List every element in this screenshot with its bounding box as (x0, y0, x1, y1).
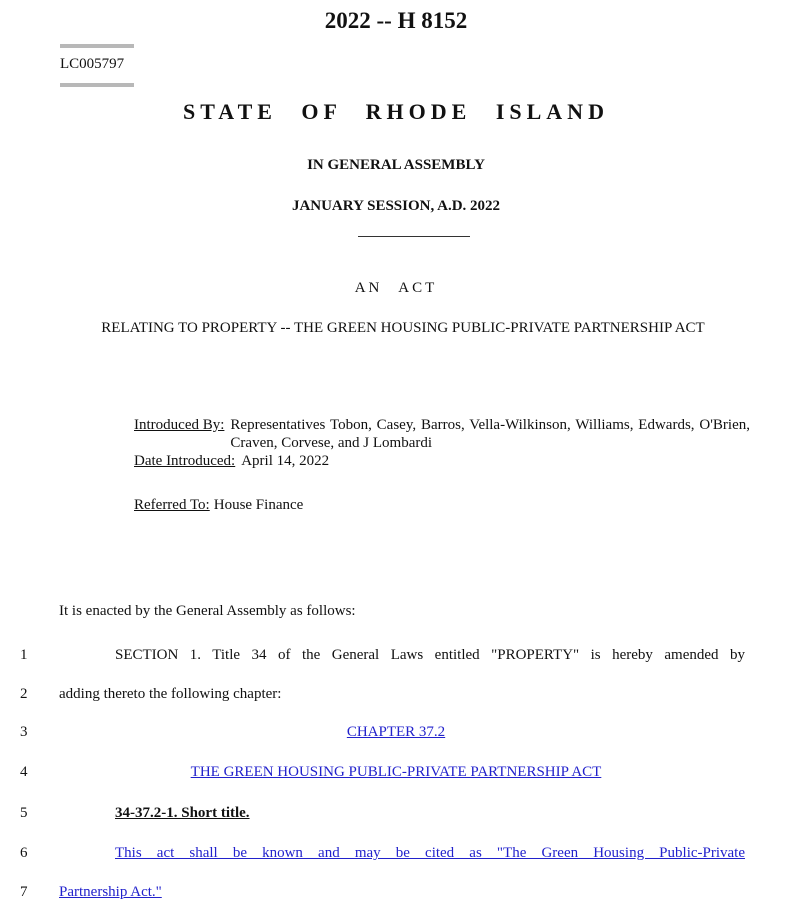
act-title: AN ACT (354, 280, 438, 296)
session-heading: JANUARY SESSION, A.D. 2022 (291, 198, 501, 214)
enacting-clause: It is enacted by the General Assembly as follows: (59, 603, 356, 619)
introduced-by-label: Introduced By: (134, 417, 225, 433)
section-heading: 34-37.2-1. Short title. (115, 805, 250, 821)
line-number: 3 (20, 724, 28, 740)
body-line-inserted: This act shall be known and may be cited as "The Green Housing Public-Private (115, 845, 745, 861)
body-line: adding thereto the following chapter: (59, 686, 282, 702)
heading-rule (358, 236, 470, 237)
chapter-title-row (0, 764, 792, 781)
divider-bar-bottom (60, 83, 134, 87)
state-heading: STATE OF RHODE ISLAND (183, 99, 609, 124)
line-number: 6 (20, 845, 28, 861)
referred-to-label: Referred To: (134, 497, 210, 513)
introduction-block (134, 416, 750, 470)
referred-to (134, 497, 303, 514)
line-number: 5 (20, 805, 28, 821)
line-number: 7 (20, 884, 28, 900)
bill-number: 2022 -- H 8152 (324, 8, 468, 33)
act-relating: RELATING TO PROPERTY -- THE GREEN HOUSING PUBLIC-PRIVATE PARTNERSHIP ACT (101, 320, 705, 336)
introduced-by-value: Representatives Tobon, Casey, Barros, Vella-Wilkinson, Williams, Edwards, O'Brien, Craven, Corvese, and J Lombardi (230, 417, 750, 451)
line-number: 2 (20, 686, 28, 702)
chapter-title: THE GREEN HOUSING PUBLIC-PRIVATE PARTNERSHIP ACT (190, 764, 602, 780)
line-number: 4 (20, 764, 28, 780)
date-introduced-label: Date Introduced: (134, 453, 236, 469)
assembly-heading: IN GENERAL ASSEMBLY (307, 157, 485, 173)
section-heading-row (115, 805, 250, 822)
line-number: 1 (20, 647, 28, 663)
referred-to-value: House Finance (213, 497, 304, 513)
chapter-number: CHAPTER 37.2 (346, 724, 446, 740)
body-line-row (59, 884, 162, 901)
lc-code: LC005797 (60, 56, 125, 72)
body-line: SECTION 1. Title 34 of the General Laws entitled "PROPERTY" is hereby amended by (115, 647, 745, 663)
body-line-inserted: Partnership Act." (59, 884, 162, 900)
chapter-number-row (0, 724, 792, 741)
divider-bar-top (60, 44, 134, 48)
date-introduced-value: April 14, 2022 (241, 453, 330, 469)
